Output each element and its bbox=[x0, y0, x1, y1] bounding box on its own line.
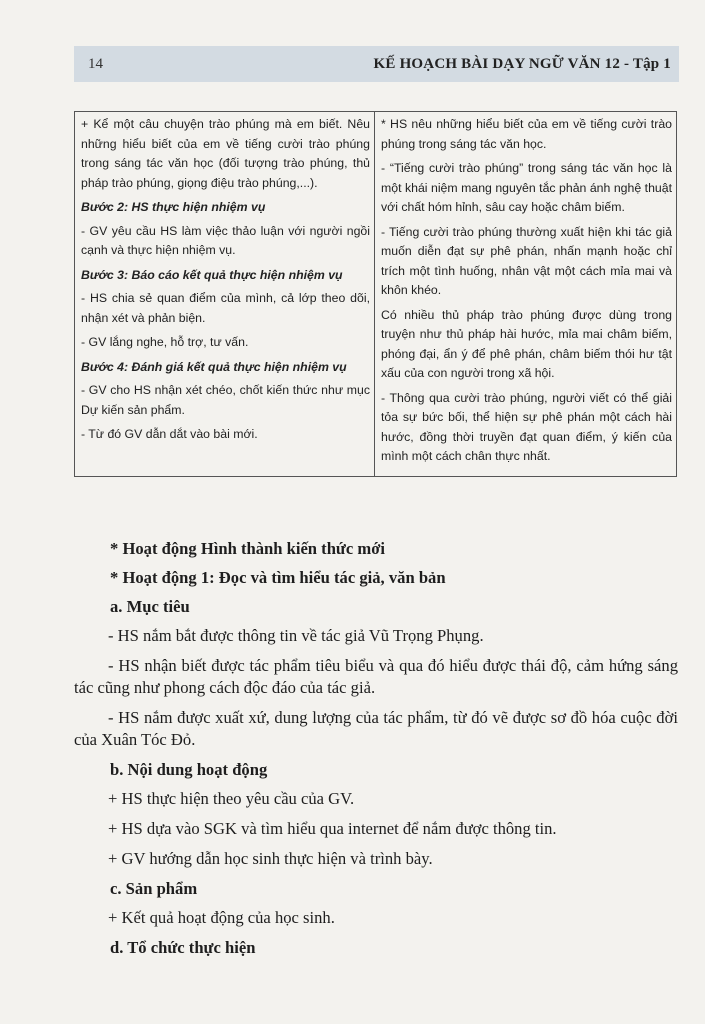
content-item-2: + HS dựa vào SGK và tìm hiểu qua internet để nắm được thông tin. bbox=[108, 819, 557, 838]
product-para-2: - “Tiếng cười trào phúng” trong sáng tác văn học là một khái niệm mang nguyên tắc phản ánh nghệ thuật với chất hóm hỉnh, sâu cay hoặc châm biếm. bbox=[381, 161, 672, 214]
content-item-1: + HS thực hiện theo yêu cầu của GV. bbox=[108, 789, 355, 808]
book-title: KẾ HOẠCH BÀI DẠY NGỮ VĂN 12 - Tập 1 bbox=[373, 55, 671, 72]
product-heading: c. Sản phẩm bbox=[110, 879, 198, 898]
step-2-heading: Bước 2: HS thực hiện nhiệm vụ bbox=[81, 200, 266, 214]
step-3-heading: Bước 3: Báo cáo kết quả thực hiện nhiệm vụ bbox=[81, 267, 343, 282]
product-para-1: * HS nêu những hiểu biết của em về tiếng cười trào phúng trong sáng tác văn học. bbox=[381, 117, 672, 151]
step-3-text-2: - GV lắng nghe, hỗ trợ, tư vấn. bbox=[81, 335, 249, 349]
content-item-3: + GV hướng dẫn học sinh thực hiện và trình bày. bbox=[108, 849, 433, 868]
section-heading: * Hoạt động Hình thành kiến thức mới bbox=[110, 539, 386, 558]
product-para-5: - Thông qua cười trào phúng, người viết có thể giải tỏa sự bức bối, thể hiện sự phê phán một cách hài hước, đồng thời truyền đạt quan điểm, ý kiến của mình một cách chân thực nhất. bbox=[381, 390, 672, 463]
task-intro: + Kể một câu chuyện trào phúng mà em biết. Nêu những hiểu biết của em về tiếng cười trào phúng trong sáng tác văn học (đối tượng trào phúng, thủ pháp trào phúng, giọng điệu trào phúng,...). bbox=[81, 117, 370, 190]
page-body bbox=[74, 538, 678, 966]
step-4-text-1: - GV cho HS nhận xét chéo, chốt kiến thức như mục Dự kiến sản phẩm. bbox=[81, 383, 370, 417]
step-4-text-2: - Từ đó GV dẫn dắt vào bài mới. bbox=[81, 427, 258, 441]
organization-heading: d. Tổ chức thực hiện bbox=[110, 938, 256, 957]
objective-item-3: - HS nắm được xuất xứ, dung lượng của tác phẩm, từ đó vẽ được sơ đồ hóa cuộc đời của Xuân Tóc Đỏ. bbox=[74, 708, 678, 749]
activity-1-heading: * Hoạt động 1: Đọc và tìm hiểu tác giả, văn bản bbox=[110, 568, 446, 587]
step-2-text: - GV yêu cầu HS làm việc thảo luận với người ngồi cạnh và thực hiện nhiệm vụ. bbox=[81, 223, 370, 257]
page-number: 14 bbox=[88, 55, 103, 72]
teacher-activities-cell bbox=[75, 112, 375, 477]
content-heading: b. Nội dung hoạt động bbox=[110, 760, 268, 779]
product-para-4: Có nhiều thủ pháp trào phúng được dùng trong truyện như thủ pháp hài hước, mỉa mai châm biếm, phóng đại, ẩn ý để phê phán, châm biếm thói hư tật xấu của con người trong xã hội. bbox=[381, 307, 672, 380]
expected-product-cell bbox=[375, 112, 677, 477]
lesson-plan-table bbox=[74, 111, 677, 477]
step-4-heading: Bước 4: Đánh giá kết quả thực hiện nhiệm vụ bbox=[81, 359, 347, 374]
step-3-text-1: - HS chia sẻ quan điểm của mình, cả lớp theo dõi, nhận xét và phản biện. bbox=[81, 291, 370, 325]
page-header bbox=[74, 46, 679, 82]
product-para-3: - Tiếng cười trào phúng thường xuất hiện khi tác giả muốn diễn đạt sự phê phán, nhấn mạnh hoặc chỉ trích một tình huống, nhân vật một cách mỉa mai và khôn khéo. bbox=[381, 224, 672, 297]
objective-item-1: - HS nắm bắt được thông tin về tác giả Vũ Trọng Phụng. bbox=[108, 626, 484, 645]
objective-item-2: - HS nhận biết được tác phẩm tiêu biểu và qua đó hiểu được thái độ, cảm hứng sáng tác cũng như phong cách độc đáo của tác giả. bbox=[74, 656, 678, 697]
objective-heading: a. Mục tiêu bbox=[110, 597, 190, 616]
product-item-1: + Kết quả hoạt động của học sinh. bbox=[108, 908, 335, 927]
